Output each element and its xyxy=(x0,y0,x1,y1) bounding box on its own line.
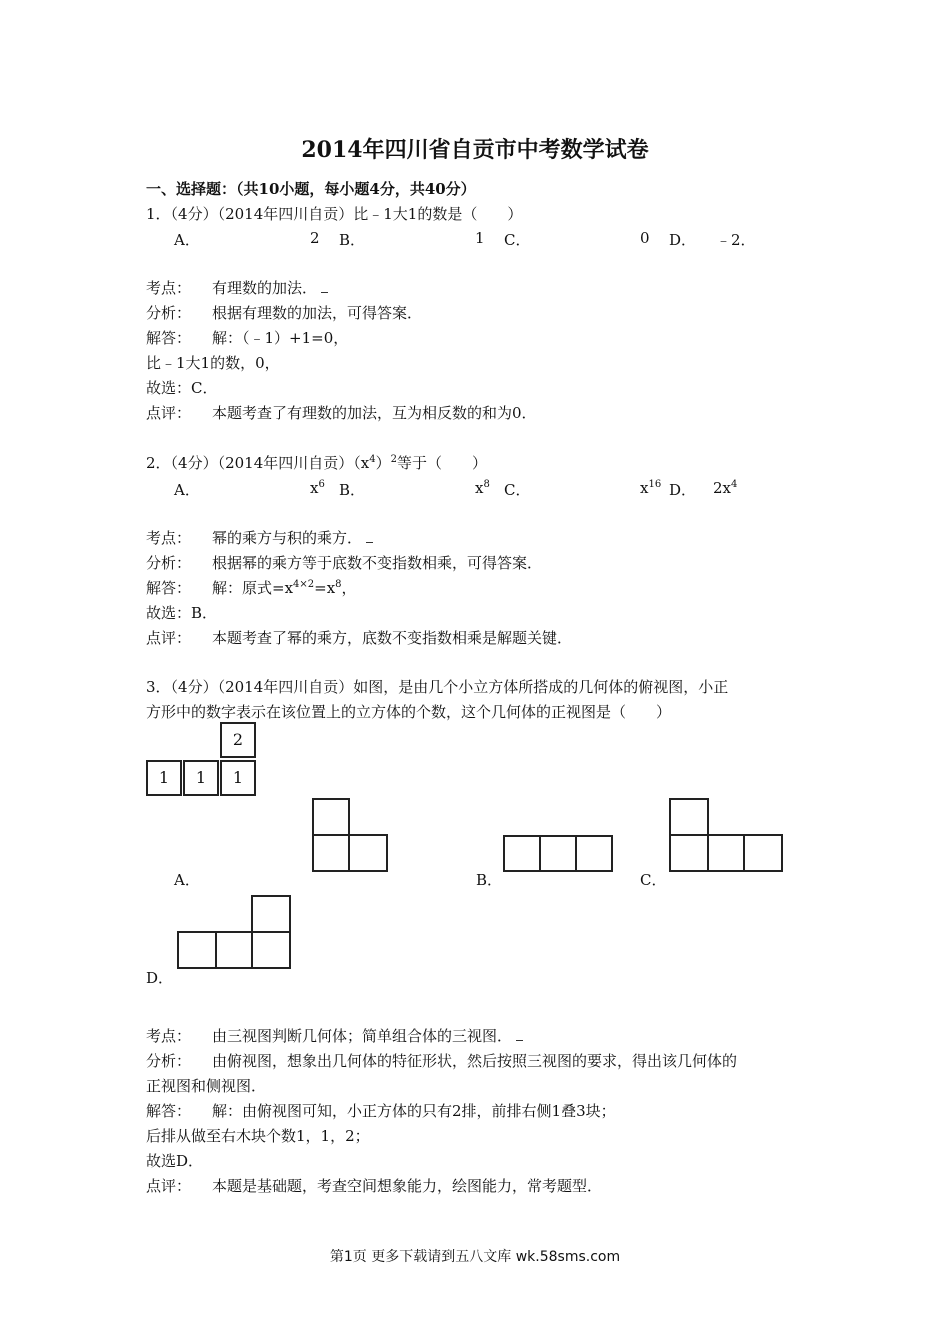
q1-value-a: 2 xyxy=(310,229,320,247)
q1-stem: 1．（4分）（2014年四川自贡）比﹣1大1的数是（ ） xyxy=(146,205,523,223)
q2-answer: 故选：B． xyxy=(146,604,218,622)
option-a-figure xyxy=(312,798,388,872)
q2-option-b: B． xyxy=(339,481,366,499)
q2-value-d: $2x^4$ xyxy=(713,479,738,497)
q2-stem: 2．（4分）（2014年四川自贡）$(x^4)^2$等于（ ） xyxy=(146,454,488,472)
q2-value-c: $x^{16}$ xyxy=(640,479,662,497)
q1-value-d: ﹣2． xyxy=(716,231,756,249)
q2-value-b: $x^8$ xyxy=(475,479,490,497)
figure-square xyxy=(707,834,745,872)
q3-fenxi: 分析： 由俯视图，想象出几何体的特征形状，然后按照三视图的要求，得出该几何体的 xyxy=(146,1052,738,1070)
q1-dianping: 点评： 本题考查了有理数的加法，互为相反数的和为0． xyxy=(146,404,537,422)
q2-jieda: 解答： 解：原式$=x^{4\times 2}=x^8$， xyxy=(146,579,357,597)
section-heading: 一、选择题：（共10小题，每小题4分，共40分） xyxy=(146,180,476,198)
q3-stem-line2: 方形中的数字表示在该位置上的立方体的个数，这个几何体的正视图是（ ） xyxy=(146,703,672,721)
q2-option-a: A． xyxy=(174,481,200,499)
q2-option-c: C． xyxy=(504,481,531,499)
option-b-figure xyxy=(503,835,613,872)
figure-square xyxy=(312,834,350,872)
q1-value-c: 0 xyxy=(640,229,650,247)
q1-kaodian: 考点： 有理数的加法． xyxy=(146,277,328,298)
figure-square xyxy=(669,834,709,872)
q1-option-b: B． xyxy=(339,231,366,249)
top-view-figure xyxy=(146,722,260,798)
figure-square xyxy=(177,931,217,969)
q3-kaodian: 考点： 由三视图判断几何体；简单组合体的三视图． xyxy=(146,1025,523,1046)
q1-option-d: D． xyxy=(669,231,697,249)
q3-option-a: A． xyxy=(174,871,200,889)
figure-square xyxy=(503,835,541,872)
q1-jieda: 解答： 解：（﹣1）+1=0， xyxy=(146,329,349,347)
q1-solution-line: 比﹣1大1的数，0， xyxy=(146,354,280,372)
q2-option-d: D． xyxy=(669,481,697,499)
q3-option-c: C． xyxy=(640,871,667,889)
figure-square xyxy=(743,834,783,872)
q2-dianping: 点评： 本题考查了幂的乘方，底数不变指数相乘是解题关键． xyxy=(146,629,573,647)
q3-answer: 故选D． xyxy=(146,1152,204,1170)
top-view-cell: 1 xyxy=(146,760,182,796)
option-c-figure xyxy=(669,798,783,872)
q2-kaodian: 考点： 幂的乘方与积的乘方． xyxy=(146,527,373,548)
figure-square xyxy=(215,931,253,969)
figure-square xyxy=(312,798,350,836)
q3-stem-line1: 3．（4分）（2014年四川自贡）如图，是由几个小立方体所搭成的几何体的俯视图，小正 xyxy=(146,678,729,696)
q2-fenxi: 分析： 根据幂的乘方等于底数不变指数相乘，可得答案． xyxy=(146,554,543,572)
figure-square xyxy=(251,895,291,933)
q1-value-b: 1 xyxy=(475,229,485,247)
page-title: 2014年四川省自贡市中考数学试卷 xyxy=(301,137,649,163)
top-view-cell: 2 xyxy=(220,722,256,758)
top-view-cell: 1 xyxy=(183,760,219,796)
page-footer: 第1页 更多下载请到五八文库 wk.58sms.com xyxy=(329,1249,621,1265)
figure-square xyxy=(669,798,709,836)
q1-fenxi: 分析： 根据有理数的加法，可得答案． xyxy=(146,304,423,322)
q2-value-a: $x^6$ xyxy=(310,479,325,497)
q3-jieda: 解答： 解：由俯视图可知，小正方体的只有2排，前排右侧1叠3块； xyxy=(146,1102,616,1120)
figure-square xyxy=(251,931,291,969)
q3-dianping: 点评： 本题是基础题，考查空间想象能力，绘图能力，常考题型． xyxy=(146,1177,603,1195)
q1-option-a: A． xyxy=(174,231,200,249)
q1-option-c: C． xyxy=(504,231,531,249)
figure-square xyxy=(539,835,577,872)
q1-answer: 故选：C． xyxy=(146,379,218,397)
q3-option-d: D． xyxy=(146,969,174,987)
top-view-cell: 1 xyxy=(220,760,256,796)
q3-option-b: B． xyxy=(476,871,503,889)
figure-square xyxy=(575,835,613,872)
q3-fenxi-line2: 正视图和侧视图． xyxy=(146,1077,267,1095)
figure-square xyxy=(348,834,388,872)
option-d-figure xyxy=(177,895,291,969)
q3-solution-line: 后排从做至右木块个数1，1，2； xyxy=(146,1127,370,1145)
